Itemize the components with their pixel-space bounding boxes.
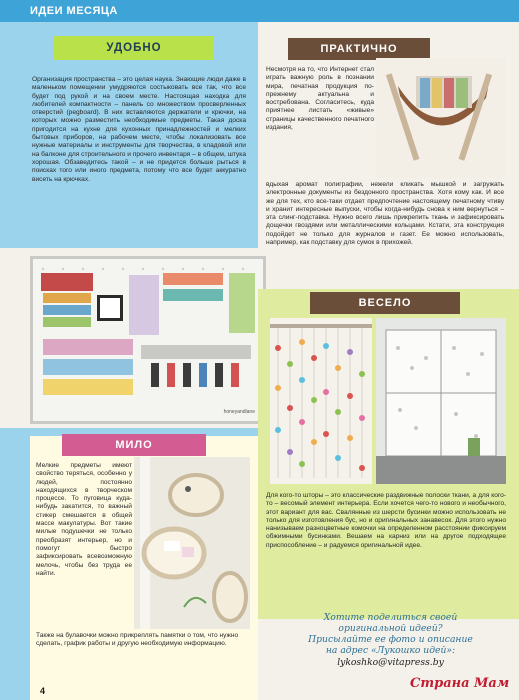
praktichno-text-1: Несмотря на то, что Интернет стал играть важную роль в познании мира, печатная продукция по-прежнему актуальна и востребована. Согласитесь, куда приятнее листать «живые» страницы качественного печатного издания, xyxy=(266,66,374,132)
praktichno-heading: ПРАКТИЧНО xyxy=(320,43,398,55)
magazine-rack-photo xyxy=(376,58,506,178)
praktichno-heading-tab xyxy=(288,38,430,60)
site-watermark: Страна Мам xyxy=(410,676,510,691)
pin-cushion-frames-photo xyxy=(134,457,250,629)
milo-text-1: Мелкие предметы имеют свойство теряться, особенно у людей, постоянно находящихся в творческом процессе. То пуговица куда-нибудь закатится, то важный стикер смешается в общей массе макулатуры. Вот такие милые подушечки не только преобразят интерьер, но и помогут быстро зафиксировать всевозможную мелочь, чтобы без труда ее найти. xyxy=(36,462,132,577)
udobno-heading: УДОБНО xyxy=(106,42,162,54)
praktichno-text-2: вдыхая аромат полиграфии, нежели кликать мышкой и загружать электронные документы из бездонного пространства. Хотя кому как. И все же для тех, кто все-таки отдает предпочтение настоящему печатному чтиву и хранит интересные выпуски, чтобы когда-нибудь снова к ним вернуться – эта слинг-подставка. Нужно всего лишь прикрепить ткань и зафиксировать дощечки гвоздями или металлическими кольцами. Кстати, эта конструкция подойдет не только для журналов и газет. Ее можно использовать, например, как подставку для сумок в прихожей. xyxy=(266,181,504,247)
milo-heading: МИЛО xyxy=(115,439,153,451)
callout-line-4: на адрес «Лукошко идей»: xyxy=(325,645,456,656)
veselo-heading-tab xyxy=(310,292,460,314)
callout-line-1: Хотите поделиться своей xyxy=(323,612,458,623)
milo-heading-tab xyxy=(62,434,206,456)
pegboard-photo-caption: honeyandlane xyxy=(223,409,255,415)
pegboard-photo xyxy=(30,256,266,424)
page-title: ИДЕИ МЕСЯЦА xyxy=(30,5,118,17)
udobno-heading-tab xyxy=(54,36,214,60)
callout-email[interactable]: lykoshko@vitapress.by xyxy=(337,657,444,668)
callout-line-3: Присылайте ее фото и описание xyxy=(308,634,473,645)
page-number: 4 xyxy=(40,686,46,696)
milo-text-2: Также на булавочки можно прикреплять памятки о том, что нужно сделать, график работы и другую необходимую информацию. xyxy=(36,632,239,648)
felt-bead-curtain-photo xyxy=(270,318,372,484)
window-curtain-photo xyxy=(376,318,506,484)
callout-line-2: оригинальной идеей? xyxy=(338,623,443,634)
udobno-text: Организация пространства – это целая наука. Знающие люди даже в маленьком помещении умудряются состыковать все так, что все будет под рукой и на своем месте. Настоящая находка для любителей компактности – панель со множеством просверленных отверстий (pegboard). В них вставляются держатели и крючки, на которых можно разместить необходимые предметы. Такая доска пригодится на кухне для кухонных принадлежностей и мелких бытовых приборов, на рабочем месте, чтобы локализовать все нужные материалы и инструменты для творчества, в кладовой или на балконе для строительного и прочего инвентаря – в общем, штука хорошая. Обзаведитесь такой – и не придется больше рыться в поисках того или иного предмета, потому что все будет аккуратно висеть на крючках. xyxy=(32,76,246,183)
veselo-heading: ВЕСЕЛО xyxy=(358,297,412,309)
veselo-text: Для кого-то шторы – это классические раздвижные полоски ткани, а для кого-то – весомый элемент интерьера. Если хочется чего-то нового и необычного, этот вариант для вас. Свалянные из шерсти бусинки можно использовать не только для изготовления бус, но и оригинальных занавесок. Для этого нужно нанизываем разноцветные комочки на определенном расстоянии фиксируем обжимными бусинками. Вешаем на карниз или на другое подходящее приспособление – и радуемся оригинальной идее. xyxy=(266,492,506,549)
